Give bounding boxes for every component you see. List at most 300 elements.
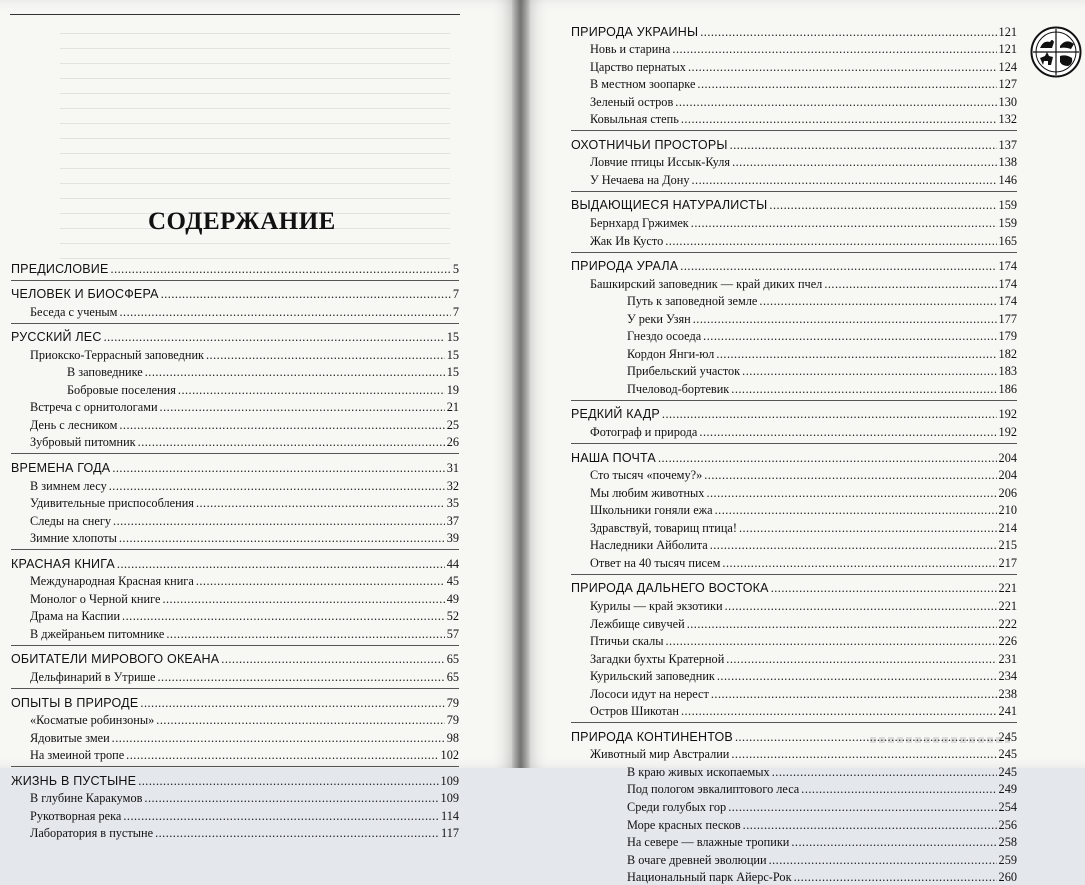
dot-leader xyxy=(112,461,444,476)
section-divider xyxy=(571,400,1017,401)
toc-entry-title: В местном зоопарке xyxy=(590,77,696,92)
dot-leader xyxy=(791,835,996,850)
toc-entry xyxy=(11,494,459,512)
toc-entry-title: На змеиной тропе xyxy=(30,748,125,763)
toc-entry-title: Следы на снегу xyxy=(30,513,112,528)
toc-entry xyxy=(571,327,1017,345)
dot-leader xyxy=(119,418,444,433)
toc-entry-title: Монолог о Черной книге xyxy=(30,591,161,606)
toc-page-number: 179 xyxy=(998,329,1017,344)
toc-page-number: 5 xyxy=(452,261,459,276)
dot-leader xyxy=(680,259,996,274)
toc-entry xyxy=(571,553,1017,571)
toc-entry-title: ПРИРОДА УРАЛА xyxy=(571,259,679,274)
dot-leader xyxy=(769,198,996,213)
toc-entry-title: Национальный парк Айерс-Рок xyxy=(627,870,792,885)
dot-leader xyxy=(675,95,996,110)
dot-leader xyxy=(771,581,997,596)
dot-leader xyxy=(704,468,996,483)
dot-leader xyxy=(166,627,444,642)
toc-section-heading xyxy=(11,285,459,303)
toc-entry-title: Новь и старина xyxy=(590,42,671,57)
toc-entry-title: В джейраньем питомнике xyxy=(30,626,165,641)
toc-page-number: 186 xyxy=(998,381,1017,396)
dot-leader xyxy=(221,652,444,667)
dot-leader xyxy=(117,557,445,572)
toc-entry-title: На севере — влажные тропики xyxy=(627,835,790,850)
toc-section-heading xyxy=(11,771,459,789)
toc-page-number: 210 xyxy=(998,503,1017,518)
dot-leader xyxy=(706,486,996,501)
toc-page-number: 32 xyxy=(446,478,459,493)
dot-leader xyxy=(703,329,996,344)
toc-page-number: 254 xyxy=(998,799,1017,814)
toc-entry xyxy=(571,797,1017,815)
toc-page-number: 26 xyxy=(446,435,459,450)
toc-entry xyxy=(571,422,1017,440)
dot-leader xyxy=(178,383,445,398)
dot-leader xyxy=(104,330,445,345)
toc-page-number: 182 xyxy=(998,346,1017,361)
toc-entry xyxy=(11,345,459,363)
toc-entry-title: В глубине Каракумов xyxy=(30,791,143,806)
toc-page-number: 245 xyxy=(998,764,1017,779)
toc-entry-title: ЖИЗНЬ В ПУСТЫНЕ xyxy=(11,773,137,788)
toc-entry xyxy=(571,292,1017,310)
dot-leader xyxy=(665,234,996,249)
toc-entry-title: Драма на Каспии xyxy=(30,609,121,624)
toc-page-number: 206 xyxy=(998,485,1017,500)
toc-entry-title: Удивительные приспособления xyxy=(30,496,194,511)
toc-entry-title: ПРИРОДА ДАЛЬНЕГО ВОСТОКА xyxy=(571,581,769,596)
dot-leader xyxy=(688,60,997,75)
toc-page-number: 19 xyxy=(446,382,459,397)
toc-entry xyxy=(571,231,1017,249)
toc-entry xyxy=(11,789,459,807)
toc-page-number: 245 xyxy=(998,729,1017,744)
toc-page-number: 109 xyxy=(440,773,459,788)
toc-entry xyxy=(11,728,459,746)
section-divider xyxy=(11,688,459,689)
toc-page-number: 132 xyxy=(998,112,1017,127)
toc-page-number: 35 xyxy=(446,496,459,511)
show-through-text xyxy=(870,737,1010,743)
toc-section-heading xyxy=(571,448,1017,466)
toc-entry xyxy=(571,833,1017,851)
section-divider xyxy=(11,280,459,281)
toc-entry-title: Зубровый питомник xyxy=(30,435,136,450)
section-divider xyxy=(571,574,1017,575)
toc-entry xyxy=(11,415,459,433)
toc-entry-title: Путь к заповедной земле xyxy=(627,294,758,309)
section-divider xyxy=(11,549,459,550)
toc-entry xyxy=(571,110,1017,128)
toc-entry-title: В очаге древней эволюции xyxy=(627,852,767,867)
toc-entry-title: Встреча с орнитологами xyxy=(30,400,158,415)
toc-entry xyxy=(571,596,1017,614)
toc-entry-title: Беседа с ученым xyxy=(30,304,118,319)
toc-entry-title: Царство пернатых xyxy=(590,59,686,74)
dot-leader xyxy=(769,853,997,868)
toc-page-number: 174 xyxy=(998,259,1017,274)
toc-entry xyxy=(571,780,1017,798)
section-divider xyxy=(11,453,459,454)
toc-entry-title: В заповеднике xyxy=(67,365,143,380)
toc-entry xyxy=(571,75,1017,93)
toc-entry-title: Бернхард Гржимек xyxy=(590,216,689,231)
dot-leader xyxy=(731,747,996,762)
toc-page-number: 204 xyxy=(998,468,1017,483)
toc-page-number: 121 xyxy=(998,42,1017,57)
animals-emblem-icon xyxy=(1030,26,1082,78)
toc-entry-title: Мы любим животных xyxy=(590,485,705,500)
toc-page-number: 260 xyxy=(998,870,1017,885)
section-divider xyxy=(11,766,459,767)
toc-page-number: 231 xyxy=(998,651,1017,666)
toc-page-number: 192 xyxy=(998,425,1017,440)
dot-leader xyxy=(687,617,997,632)
toc-entry xyxy=(571,379,1017,397)
dot-leader xyxy=(122,609,445,624)
toc-entry-title: ВРЕМЕНА ГОДА xyxy=(11,461,111,476)
toc-entry xyxy=(11,746,459,764)
toc-page-number: 15 xyxy=(446,347,459,362)
dot-leader xyxy=(196,574,445,589)
toc-entry xyxy=(571,518,1017,536)
dot-leader xyxy=(138,774,438,789)
toc-entry xyxy=(571,92,1017,110)
dot-leader xyxy=(801,782,996,797)
left-page xyxy=(0,0,520,841)
dot-leader xyxy=(109,479,445,494)
toc-section-heading xyxy=(11,259,459,277)
toc-page-number: 177 xyxy=(998,311,1017,326)
toc-section-heading xyxy=(571,257,1017,275)
toc-entry xyxy=(571,466,1017,484)
dot-leader xyxy=(196,496,445,511)
dot-leader xyxy=(715,503,997,518)
toc-entry xyxy=(571,344,1017,362)
toc-entry-title: ПРИРОДА УКРАИНЫ xyxy=(571,24,699,39)
toc-entry-title: Здравствуй, товарищ птица! xyxy=(590,520,737,535)
toc-entry xyxy=(11,511,459,529)
toc-entry xyxy=(11,433,459,451)
dot-leader xyxy=(742,364,996,379)
section-divider xyxy=(571,722,1017,723)
toc-entry xyxy=(11,667,459,685)
section-divider xyxy=(11,323,459,324)
dot-leader xyxy=(123,809,439,824)
toc-entry xyxy=(571,501,1017,519)
toc-entry xyxy=(11,589,459,607)
toc-entry-title: Ловчие птицы Иссык-Куля xyxy=(590,155,731,170)
toc-entry xyxy=(11,806,459,824)
toc-page-number: 117 xyxy=(441,826,459,841)
dot-leader xyxy=(716,347,996,362)
toc-page-number: 174 xyxy=(998,294,1017,309)
contents-title: СОДЕРЖАНИЕ xyxy=(148,208,336,235)
toc-entry xyxy=(571,153,1017,171)
toc-entry-title: Школьники гоняли ежа xyxy=(590,503,713,518)
toc-entry-title: День с лесником xyxy=(30,417,118,432)
toc-page-number: 204 xyxy=(998,450,1017,465)
toc-entry-title: Животный мир Австралии xyxy=(590,747,730,762)
top-rule xyxy=(10,14,460,15)
toc-entry-title: Сто тысяч «почему?» xyxy=(590,468,703,483)
toc-entry-title: У Нечаева на Дону xyxy=(590,172,690,187)
dot-leader xyxy=(726,652,996,667)
dot-leader xyxy=(126,748,438,763)
toc-entry xyxy=(11,711,459,729)
toc-section-heading xyxy=(571,135,1017,153)
toc-section-heading xyxy=(11,693,459,711)
section-divider xyxy=(571,191,1017,192)
toc-entry-title: ВЫДАЮЩИЕСЯ НАТУРАЛИСТЫ xyxy=(571,198,768,213)
toc-page-number: 79 xyxy=(446,695,459,710)
toc-entry-title: ПРИРОДА КОНТИНЕНТОВ xyxy=(571,729,733,744)
dot-leader xyxy=(722,556,996,571)
toc-entry xyxy=(571,632,1017,650)
toc-entry xyxy=(571,309,1017,327)
section-divider xyxy=(571,443,1017,444)
dot-leader xyxy=(772,765,997,780)
toc-section-heading xyxy=(11,328,459,346)
dot-leader xyxy=(711,687,997,702)
dot-leader xyxy=(732,155,996,170)
dot-leader xyxy=(119,531,445,546)
toc-entry-title: НАША ПОЧТА xyxy=(571,450,656,465)
toc-section-heading xyxy=(11,458,459,476)
toc-page-number: 258 xyxy=(998,835,1017,850)
toc-entry-title: Птичьи скалы xyxy=(590,634,664,649)
dot-leader xyxy=(119,305,450,320)
dot-leader xyxy=(206,348,445,363)
toc-page-number: 217 xyxy=(998,555,1017,570)
toc-page-number: 98 xyxy=(446,730,459,745)
toc-page-number: 7 xyxy=(452,287,459,302)
toc-page-number: 45 xyxy=(446,574,459,589)
dot-leader xyxy=(824,277,996,292)
toc-entry-title: Международная Красная книга xyxy=(30,574,194,589)
dot-leader xyxy=(725,599,997,614)
dot-leader xyxy=(710,538,997,553)
toc-right xyxy=(571,22,1017,885)
dot-leader xyxy=(672,42,996,57)
toc-entry xyxy=(571,40,1017,58)
toc-entry xyxy=(571,850,1017,868)
dot-leader xyxy=(112,731,445,746)
toc-page-number: 174 xyxy=(998,276,1017,291)
toc-page-number: 245 xyxy=(998,747,1017,762)
toc-entry xyxy=(11,302,459,320)
toc-page-number: 238 xyxy=(998,686,1017,701)
toc-entry-title: ОПЫТЫ В ПРИРОДЕ xyxy=(11,695,139,710)
toc-entry-title: Среди голубых гор xyxy=(627,799,727,814)
toc-entry xyxy=(571,649,1017,667)
toc-page-number: 39 xyxy=(446,531,459,546)
toc-entry-title: ПРЕДИСЛОВИЕ xyxy=(11,261,109,276)
toc-entry xyxy=(11,476,459,494)
toc-entry xyxy=(571,362,1017,380)
toc-page-number: 57 xyxy=(446,626,459,641)
toc-entry-title: ЧЕЛОВЕК И БИОСФЕРА xyxy=(11,287,159,302)
toc-page-number: 138 xyxy=(998,155,1017,170)
toc-entry xyxy=(11,624,459,642)
toc-entry-title: ОХОТНИЧЬИ ПРОСТОРЫ xyxy=(571,137,728,152)
toc-section-heading xyxy=(571,22,1017,40)
toc-page-number: 256 xyxy=(998,817,1017,832)
toc-entry-title: Пчеловод-бортевик xyxy=(627,381,730,396)
toc-entry-title: Зимние хлопоты xyxy=(30,531,117,546)
toc-entry-title: Ядовитые змеи xyxy=(30,730,110,745)
toc-entry xyxy=(571,57,1017,75)
toc-page-number: 65 xyxy=(446,670,459,685)
toc-page-number: 146 xyxy=(998,172,1017,187)
toc-entry-title: Курильский заповедник xyxy=(590,669,715,684)
toc-page-number: 15 xyxy=(446,365,459,380)
dot-leader xyxy=(658,451,997,466)
toc-page-number: 221 xyxy=(998,581,1017,596)
toc-page-number: 215 xyxy=(998,538,1017,553)
section-divider xyxy=(11,645,459,646)
toc-entry-title: Море красных песков xyxy=(627,817,741,832)
toc-page-number: 159 xyxy=(998,198,1017,213)
toc-entry-title: Загадки бухты Кратерной xyxy=(590,651,725,666)
dot-leader xyxy=(681,704,997,719)
section-divider xyxy=(571,130,1017,131)
toc-page-number: 221 xyxy=(998,598,1017,613)
dot-leader xyxy=(691,216,997,231)
toc-entry-title: Ковыльная степь xyxy=(590,112,679,127)
toc-page-number: 7 xyxy=(452,304,459,319)
dot-leader xyxy=(111,262,451,277)
toc-page-number: 259 xyxy=(998,852,1017,867)
toc-page-number: 226 xyxy=(998,634,1017,649)
toc-entry-title: РЕДКИЙ КАДР xyxy=(571,407,660,422)
toc-entry-title: ОБИТАТЕЛИ МИРОВОГО ОКЕАНА xyxy=(11,652,220,667)
toc-page-number: 49 xyxy=(446,591,459,606)
toc-entry-title: Жак Ив Кусто xyxy=(590,233,664,248)
toc-page-number: 137 xyxy=(998,137,1017,152)
toc-section-heading xyxy=(571,579,1017,597)
toc-page-number: 79 xyxy=(446,713,459,728)
book-gutter xyxy=(512,0,530,768)
dot-leader xyxy=(693,312,997,327)
dot-leader xyxy=(681,112,997,127)
toc-page-number: 15 xyxy=(446,330,459,345)
toc-entry xyxy=(571,667,1017,685)
toc-entry xyxy=(571,213,1017,231)
toc-page-number: 165 xyxy=(998,233,1017,248)
toc-entry-title: Курилы — край экзотики xyxy=(590,598,723,613)
toc-page-number: 52 xyxy=(446,609,459,624)
toc-entry-title: В зимнем лесу xyxy=(30,478,107,493)
toc-entry xyxy=(11,363,459,381)
dot-leader xyxy=(697,77,996,92)
toc-entry-title: Наследники Айболита xyxy=(590,538,708,553)
toc-entry xyxy=(571,684,1017,702)
dot-leader xyxy=(739,521,997,536)
toc-page-number: 44 xyxy=(446,556,459,571)
toc-entry xyxy=(11,529,459,547)
toc-entry-title: Кордон Янги-юл xyxy=(627,346,715,361)
dot-leader xyxy=(138,435,445,450)
toc-entry-title: В краю живых ископаемых xyxy=(627,764,770,779)
toc-entry-title: Зеленый остров xyxy=(590,94,674,109)
toc-page-number: 183 xyxy=(998,364,1017,379)
toc-entry-title: У реки Узян xyxy=(627,311,691,326)
toc-entry xyxy=(571,868,1017,885)
dot-leader xyxy=(699,425,996,440)
toc-page-number: 25 xyxy=(446,417,459,432)
dot-leader xyxy=(160,400,445,415)
toc-page-number: 121 xyxy=(998,24,1017,39)
toc-entry-title: Гнездо осоеда xyxy=(627,329,702,344)
dot-leader xyxy=(140,696,444,711)
dot-leader xyxy=(759,294,996,309)
toc-entry-title: КРАСНАЯ КНИГА xyxy=(11,556,115,571)
toc-page-number: 21 xyxy=(446,400,459,415)
toc-entry-title: Дельфинарий в Утрише xyxy=(30,670,156,685)
toc-page-number: 214 xyxy=(998,520,1017,535)
toc-entry-title: Рукотворная река xyxy=(30,808,122,823)
toc-entry xyxy=(571,762,1017,780)
toc-entry xyxy=(11,398,459,416)
toc-entry-title: «Косматые робинзоны» xyxy=(30,713,155,728)
toc-entry-title: Фотограф и природа xyxy=(590,425,698,440)
toc-entry-title: Приокско-Террасный заповедник xyxy=(30,347,204,362)
toc-entry-title: Под пологом эвкалиптового леса xyxy=(627,782,800,797)
dot-leader xyxy=(144,791,438,806)
dot-leader xyxy=(162,592,444,607)
dot-leader xyxy=(145,365,445,380)
toc-entry xyxy=(11,572,459,590)
dot-leader xyxy=(157,670,444,685)
toc-entry xyxy=(571,483,1017,501)
toc-entry xyxy=(571,702,1017,720)
toc-entry xyxy=(571,274,1017,292)
toc-page-number: 37 xyxy=(446,513,459,528)
dot-leader xyxy=(794,870,997,885)
toc-entry xyxy=(571,536,1017,554)
toc-entry-title: Лаборатория в пустыне xyxy=(30,826,154,841)
dot-leader xyxy=(728,800,996,815)
dot-leader xyxy=(113,514,445,529)
toc-page-number: 241 xyxy=(998,704,1017,719)
dot-leader xyxy=(691,173,996,188)
toc-section-heading xyxy=(11,650,459,668)
toc-section-heading xyxy=(571,196,1017,214)
toc-page-number: 234 xyxy=(998,669,1017,684)
toc-page-number: 109 xyxy=(440,791,459,806)
toc-page-number: 102 xyxy=(440,748,459,763)
toc-entry-title: Остров Шикотан xyxy=(590,704,679,719)
toc-page-number: 130 xyxy=(998,94,1017,109)
dot-leader xyxy=(731,382,996,397)
toc-page-number: 124 xyxy=(998,59,1017,74)
toc-section-heading xyxy=(571,405,1017,423)
toc-page-number: 222 xyxy=(998,616,1017,631)
toc-entry-title: Башкирский заповедник — край диких пчел xyxy=(590,276,823,291)
toc-page-number: 31 xyxy=(446,461,459,476)
toc-page-number: 249 xyxy=(998,782,1017,797)
toc-entry xyxy=(11,824,459,842)
toc-entry-title: Лежбище сивучей xyxy=(590,616,685,631)
dot-leader xyxy=(662,407,997,422)
toc-page-number: 159 xyxy=(998,216,1017,231)
toc-entry-title: РУССКИЙ ЛЕС xyxy=(11,330,102,345)
toc-entry xyxy=(11,380,459,398)
